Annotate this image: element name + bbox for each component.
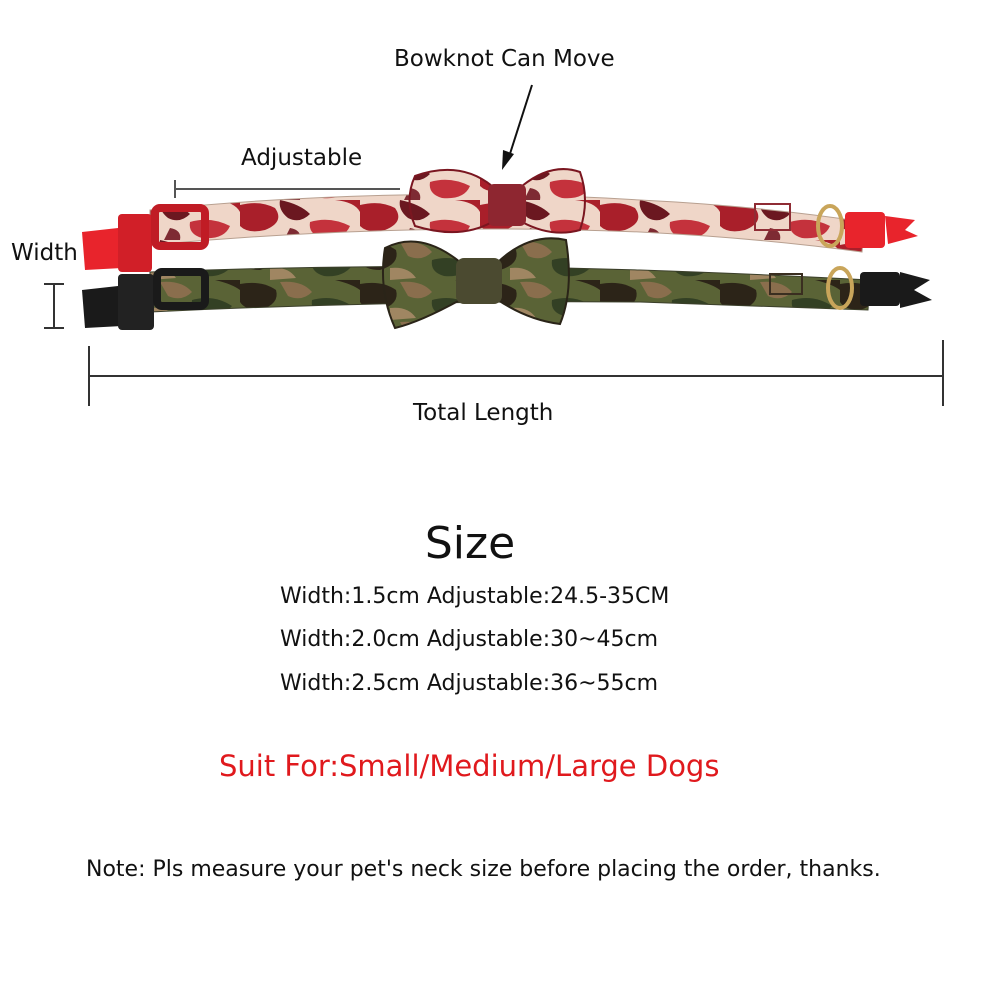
size-spec-small: Width:1.5cm Adjustable:24.5-35CM <box>280 584 670 609</box>
green-collar <box>82 238 932 330</box>
bowknot-label: Bowknot Can Move <box>394 46 615 72</box>
adjustable-label: Adjustable <box>241 145 363 171</box>
suit-for-text: Suit For:Small/Medium/Large Dogs <box>219 749 720 783</box>
red-camo-bowtie <box>410 169 586 233</box>
total-length-dimension-line <box>89 340 943 406</box>
size-spec-medium: Width:2.0cm Adjustable:30~45cm <box>280 627 659 652</box>
bowknot-arrow <box>502 85 532 170</box>
width-label: Width <box>11 240 78 266</box>
green-camo-bowtie <box>383 238 569 328</box>
side-release-buckle-red-right <box>845 212 918 248</box>
width-dimension-marker <box>44 284 64 328</box>
size-heading: Size <box>424 518 516 569</box>
side-release-buckle-black-right <box>860 272 932 308</box>
size-spec-large: Width:2.5cm Adjustable:36~55cm <box>280 671 659 696</box>
total-length-label: Total Length <box>413 400 554 426</box>
note-text: Note: Pls measure your pet's neck size before placing the order, thanks. <box>86 857 881 882</box>
red-collar <box>82 169 918 272</box>
